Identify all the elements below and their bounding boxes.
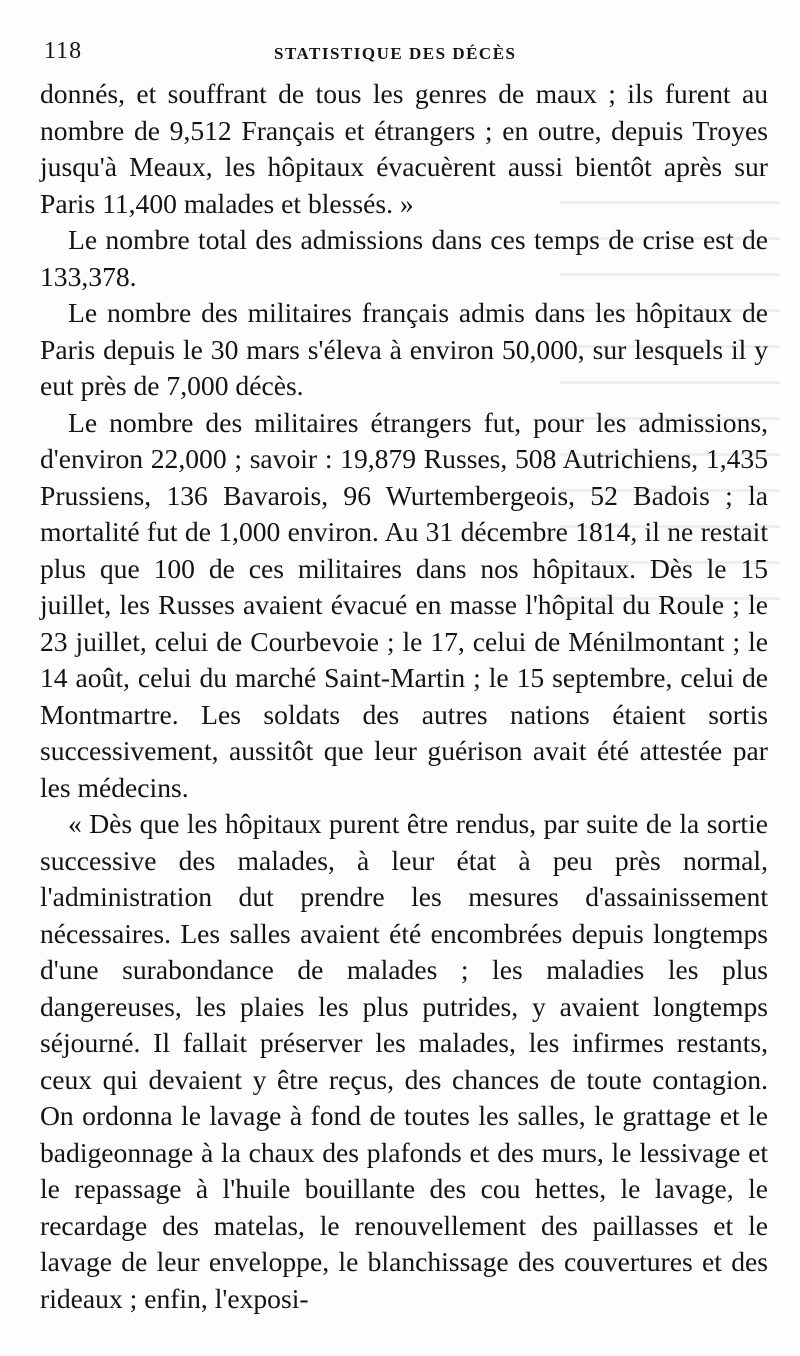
paragraph-continuation: donnés, et souffrant de tous les genres de maux ; ils furent au nombre de 9,512 Français et étrangers ; en outre, depuis Troyes jusqu'à Meaux, les hôpitaux évacuèrent aussi bientôt après sur Paris 11,400 malades et blessés. » [40,78,768,219]
body-text [40,76,768,1317]
paragraph-french-soldiers: Le nombre des militaires français admis dans les hôpitaux de Paris depuis le 30 mars s'éleva à environ 50,000, sur lesquels il y eut près de 7,000 décès. [40,297,768,401]
paragraph-sanitation: « Dès que les hôpitaux purent être rendus, par suite de la sortie successive des malades, à leur état à peu près normal, l'administration dut prendre les mesures d'assainissement nécessaires. Les salles avaient été encombrées depuis longtemps d'une surabondance de malades ; les maladies les plus dangereuses, les plaies les plus putrides, y avaient longtemps séjourné. Il fallait préserver les malades, les infirmes restants, ceux qui devaient y être reçus, des chances de toute contagion. On ordonna le lavage à fond de toutes les salles, le grattage et le badigeonnage à la chaux des plafonds et des murs, le lessivage et le repassage à l'huile bouillante des cou hettes, le lavage, le recardage des matelas, le renouvellement des paillasses et le lavage de leur enveloppe, le blanchissage des couvertures et des rideaux ; enfin, l'exposi- [40,808,768,1314]
paragraph-foreign-soldiers: Le nombre des militaires étrangers fut, pour les admissions, d'environ 22,000 ; savoir : 19,879 Russes, 508 Autrichiens, 1,435 Prussiens, 136 Bavarois, 96 Wurtembergeois, 52 Badois ; la mortalité fut de 1,000 environ. Au 31 décembre 1814, il ne restait plus que 100 de ces militaires dans nos hôpitaux. Dès le 15 juillet, les Russes avaient évacué en masse l'hôpital du Roule ; le 23 juillet, celui de Courbevoie ; le 17, celui de Ménilmontant ; le 14 août, celui du marché Saint-Martin ; le 15 septembre, celui de Montmartre. Les soldats des autres nations étaient sortis successivement, aussitôt que leur guérison avait été attestée par les médecins. [40,406,768,803]
page-header [44,34,744,74]
running-head: STATISTIQUE DES DÉCÈS [274,44,517,63]
paragraph-total-admissions: Le nombre total des admissions dans ces temps de crise est de 133,378. [40,224,768,292]
page-number: 118 [44,38,83,64]
